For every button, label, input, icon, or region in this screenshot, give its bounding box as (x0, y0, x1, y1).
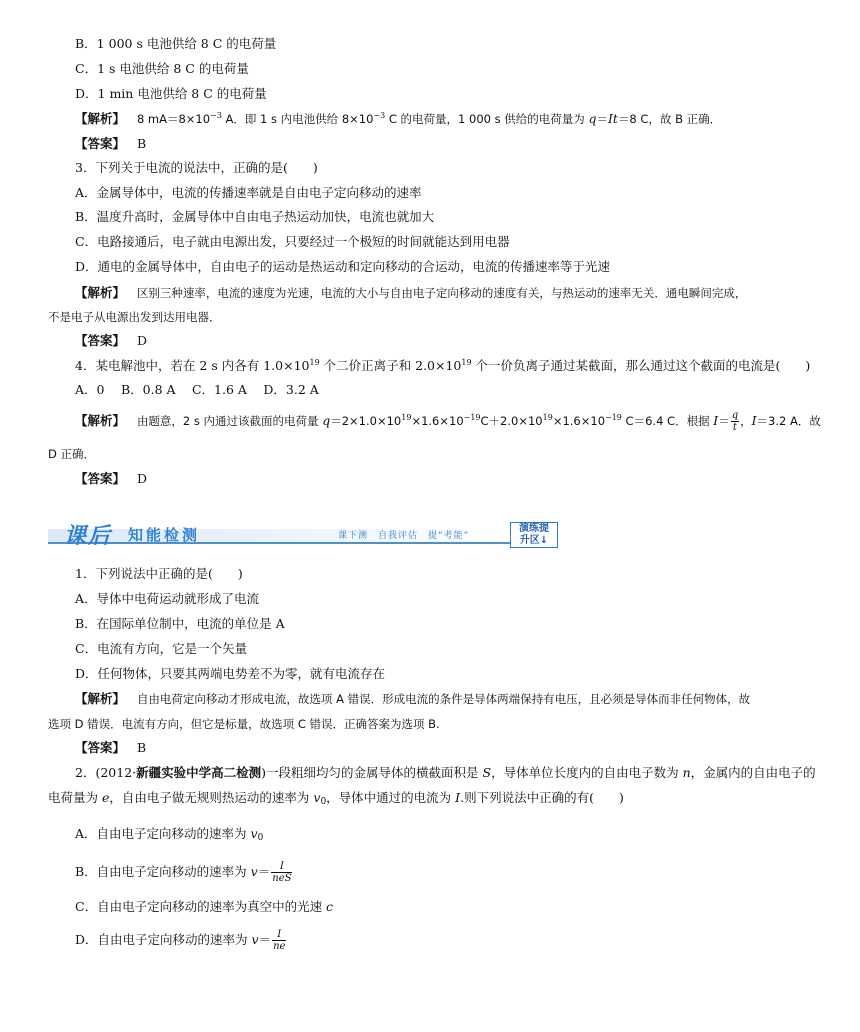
answer-tag: 【答案】 (75, 740, 126, 755)
answer-tag: 【答案】 (75, 136, 126, 151)
solution-tag: 【解析】 (75, 111, 126, 126)
option-text: C．自由电子定向移动的速率为真空中的光速 (75, 899, 327, 914)
q4-options: A．0 B．0.8 A C．1.6 A D．3.2 A (75, 382, 319, 397)
q3-option-b: B．温度升高时，金属导体中自由电子热运动加快，电流也就加大 (75, 209, 435, 224)
q4-exp: 19 (309, 358, 320, 367)
p2-q2-text: ，金属内的自由电子的 (690, 765, 816, 780)
var-s: S (482, 765, 492, 780)
var-c: c (326, 899, 334, 914)
answer-value: D (136, 471, 147, 486)
fraction-q-over-t (731, 410, 739, 433)
var-i: I (455, 790, 461, 805)
var-v: v (250, 864, 258, 879)
q4-exp: −19 (605, 413, 622, 422)
p2-q1-solution (75, 691, 750, 707)
q4-sol-text: ， (740, 414, 752, 428)
q2-sol-text: ＝8 C，故 B 正确． (617, 112, 722, 126)
solution-tag: 【解析】 (75, 285, 126, 300)
p2-q1-sol-text: 自由电荷定向移动才形成电流，故选项 A 错误．形成电流的条件是导体两端保持有电压，且必须是导体而非任何物体，故 (136, 692, 751, 706)
answer-value: B (136, 740, 147, 755)
fraction-denominator: t (732, 422, 737, 433)
q2-solution (75, 111, 721, 127)
var-v: v (313, 790, 321, 805)
p2-q2-option-c (75, 899, 333, 915)
banner-subtitle: 课下测 自我评估 提“考能” (338, 531, 470, 541)
q4-sol-text: C＝6.4 C．根据 (621, 414, 714, 428)
q4-exp: 19 (401, 413, 412, 422)
banner-underline (48, 542, 518, 544)
p2-q2-option-b (75, 860, 293, 884)
q3-option-d: D．通电的金属导体中，自由电子的运动是热运动和定向移动的合运动，电流的传播速率等于光速 (75, 259, 611, 274)
q3-option-a: A．金属导体中，电流的传播速率就是自由电子定向移动的速率 (75, 185, 422, 200)
q4-sol-text: ×1.6×10 (411, 414, 464, 428)
section-banner (48, 519, 560, 549)
q4-sol-text: ＝ (718, 414, 730, 428)
var-i: I (751, 413, 757, 428)
fraction-i-over-ne (272, 929, 286, 952)
q2-sol-text: A．即 1 s 内电池供给 8×10 (221, 112, 374, 126)
p2-q2-stem-cont (48, 790, 624, 806)
option-text: A．自由电子定向移动的速率为 (75, 826, 251, 841)
p2-q2-text: ，自由电子做无规则热运动的速率为 (109, 790, 314, 805)
q4-exp: 19 (461, 358, 472, 367)
q2-sol-text: C 的电荷量，1 000 s 供给的电荷量为 (385, 112, 589, 126)
subscript: 0 (257, 833, 264, 843)
solution-tag: 【解析】 (75, 691, 126, 706)
banner-box-line1: 演练提 (519, 523, 549, 534)
p2-q2-stem (75, 765, 816, 781)
var-v: v (251, 932, 259, 947)
q4-sol-text: C＋2.0×10 (480, 414, 543, 428)
q4-sol-text: ×1.6×10 (552, 414, 606, 428)
q2-answer (75, 136, 146, 152)
p2-q2-option-d (75, 928, 287, 952)
q4-solution (75, 410, 821, 433)
var-q: q (322, 413, 331, 428)
q2-sol-exp: −3 (373, 111, 386, 120)
fraction-denominator: neS (272, 873, 292, 884)
q4-answer (75, 471, 147, 487)
fraction-numerator: I (272, 929, 286, 941)
p2-q2-text: 2．(2012· (75, 765, 137, 780)
answer-value: D (136, 333, 147, 348)
var-q: q (588, 111, 597, 126)
q2-option-d: D．1 min 电池供给 8 C 的电荷量 (75, 86, 267, 101)
subscript: 0 (320, 797, 327, 807)
q3-sol-text: 区别三种速率，电流的速度为光速，电流的大小与自由电子定向移动的速度有关，与热运动的速率无关．通电瞬间完成， (136, 286, 747, 300)
equals: ＝ (258, 932, 272, 947)
p2-q2-option-a (75, 826, 263, 842)
q4-stem-text: 4．某电解池中，若在 2 s 内各有 1.0×10 (75, 358, 310, 373)
answer-value: B (136, 136, 147, 151)
q3-solution (75, 285, 746, 301)
q3-solution-cont: 不是电子从电源出发到达用电器． (48, 310, 221, 324)
q4-sol-text: ＝3.2 A．故 (756, 414, 821, 428)
fraction-numerator: q (731, 410, 739, 421)
answer-tag: 【答案】 (75, 333, 126, 348)
q2-option-c: C．1 s 电池供给 8 C 的电荷量 (75, 61, 249, 76)
p2-q1-option-b: B．在国际单位制中，电流的单位是 A (75, 616, 285, 631)
fraction-denominator: ne (273, 941, 286, 952)
p2-q1-option-d: D．任何物体，只要其两端电势差不为零，就有电流存在 (75, 666, 386, 681)
fraction-i-over-nes (271, 861, 292, 884)
banner-title-rest: 知能检测 (128, 526, 201, 544)
q4-sol-text: ＝2×1.0×10 (330, 414, 402, 428)
option-text: B．自由电子定向移动的速率为 (75, 864, 251, 879)
var-n: n (682, 765, 691, 780)
p2-q2-text: ，导体单位长度内的自由电子数为 (491, 765, 683, 780)
option-text: D．自由电子定向移动的速率为 (75, 932, 252, 947)
p2-q2-text: ，导体中通过的电流为 (326, 790, 456, 805)
q2-option-b: B．1 000 s 电池供给 8 C 的电荷量 (75, 36, 277, 51)
p2-q1-option-a: A．导体中电荷运动就形成了电流 (75, 591, 260, 606)
p2-q1-answer (75, 740, 146, 756)
q4-solution-cont: D 正确． (48, 447, 96, 461)
banner-box (510, 522, 558, 548)
p2-q1-stem: 1．下列说法中正确的是( ) (75, 566, 243, 581)
q2-sol-text: 8 mA＝8×10 (136, 112, 211, 126)
equals: ＝ (257, 864, 271, 879)
q4-stem-text: 个二价正离子和 2.0×10 (319, 358, 462, 373)
q2-sol-exp: −3 (210, 111, 222, 120)
var-i: I (713, 413, 719, 428)
q2-sol-text: ＝ (596, 112, 608, 126)
p2-q1-solution-cont: 选项 D 错误．电流有方向，但它是标量，故选项 C 错误．正确答案为选项 B. (48, 717, 440, 731)
q4-sol-text: 由题意，2 s 内通过该截面的电荷量 (136, 414, 323, 428)
q3-stem: 3．下列关于电流的说法中，正确的是( ) (75, 160, 318, 175)
answer-tag: 【答案】 (75, 471, 126, 486)
p2-q2-text: )一段粗细均匀的金属导体的横截面积是 (261, 765, 483, 780)
var-v: v (250, 826, 258, 841)
q4-stem (75, 358, 810, 374)
fraction-numerator: I (271, 861, 292, 873)
p2-q1-option-c: C．电流有方向，它是一个矢量 (75, 641, 248, 656)
p2-q2-text: 电荷量为 (48, 790, 102, 805)
q4-exp: 19 (542, 413, 553, 422)
q4-stem-text: 个一价负离子通过某截面，那么通过这个截面的电流是( ) (471, 358, 811, 373)
var-it: It (607, 111, 618, 126)
banner-box-line2: 升区↓ (519, 535, 549, 546)
q3-answer (75, 333, 147, 349)
p2-q2-source: 新疆实验中学高二检测 (136, 765, 262, 780)
q4-exp: −19 (463, 413, 481, 422)
solution-tag: 【解析】 (75, 413, 126, 428)
p2-q2-text: .则下列说法中正确的有( ) (460, 790, 624, 805)
q3-option-c: C．电路接通后，电子就由电源出发，只要经过一个极短的时间就能达到用电器 (75, 234, 510, 249)
var-e: e (101, 790, 110, 805)
banner-title-main: 课后 (64, 523, 113, 549)
